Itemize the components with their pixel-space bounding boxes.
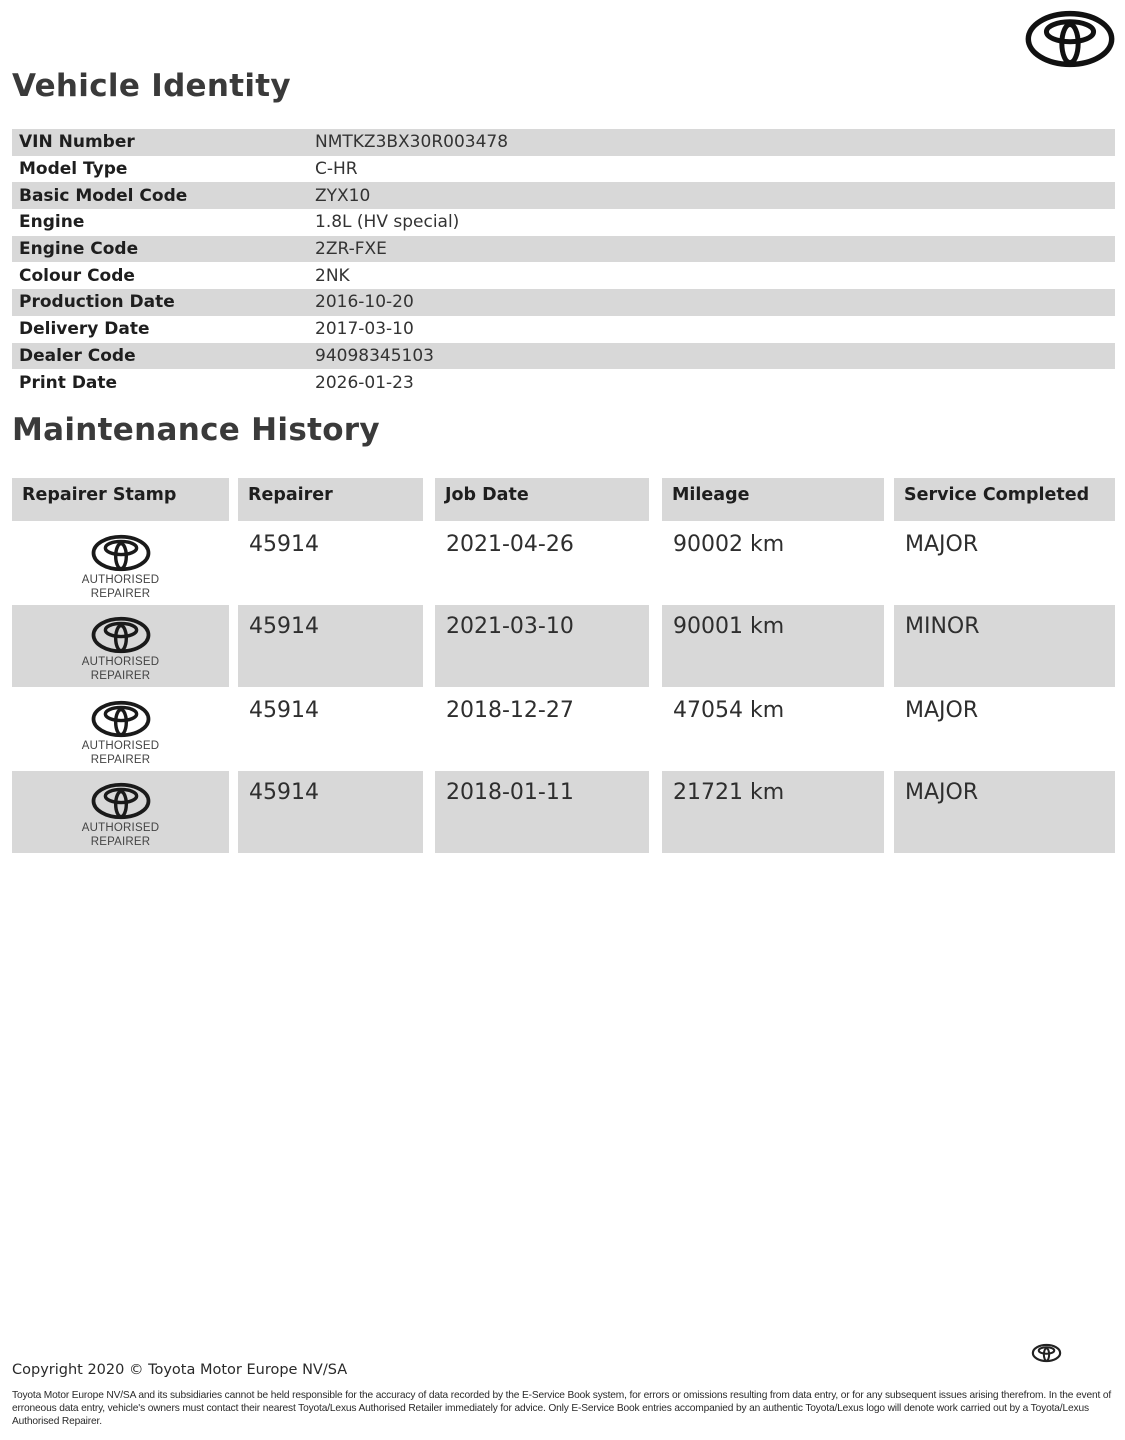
identity-value: 2026-01-23 [315, 372, 414, 393]
identity-value: C-HR [315, 159, 358, 180]
identity-row-dealer-code [12, 343, 1115, 370]
repairer-stamp [12, 689, 229, 771]
identity-label: Dealer Code [19, 345, 136, 366]
repairer-stamp [12, 605, 229, 687]
mileage-cell: 47054 km [673, 698, 785, 723]
identity-value: ZYX10 [315, 185, 371, 206]
job-date-cell: 2021-04-26 [446, 532, 574, 557]
toyota-emblem-icon [89, 781, 153, 821]
repairer-stamp [12, 771, 229, 853]
identity-label: Basic Model Code [19, 185, 188, 206]
identity-label: Print Date [19, 372, 118, 393]
vehicle-identity-title: Vehicle Identity [12, 68, 291, 104]
identity-label: Production Date [19, 292, 175, 313]
toyota-emblem-icon [89, 615, 153, 655]
column-header-repairer: Repairer [238, 478, 423, 521]
column-header-service-completed: Service Completed [894, 478, 1115, 521]
stamp-line-1: AUTHORISED [81, 740, 160, 752]
identity-row-engine [12, 209, 1115, 236]
mileage-cell: 21721 km [662, 771, 884, 853]
repairer-cell: 45914 [238, 771, 423, 853]
toyota-footer-logo-icon [1031, 1343, 1062, 1363]
stamp-line-1: AUTHORISED [81, 656, 160, 668]
job-date-cell: 2021-03-10 [435, 605, 649, 687]
identity-label: Engine Code [19, 239, 139, 260]
copyright-text: Copyright 2020 © Toyota Motor Europe NV/SA [12, 1362, 348, 1378]
column-header-job-date: Job Date [435, 478, 649, 521]
identity-value: 1.8L (HV special) [315, 212, 460, 233]
identity-label: Colour Code [19, 265, 135, 286]
identity-value: 2017-03-10 [315, 319, 414, 340]
identity-label: VIN Number [19, 132, 135, 153]
vehicle-identity-table [12, 129, 1115, 396]
stamp-line-2: REPAIRER [90, 670, 151, 682]
identity-value: 2NK [315, 265, 350, 286]
identity-row-engine-code [12, 236, 1115, 263]
service-cell: MAJOR [905, 532, 979, 557]
identity-row-colour-code [12, 262, 1115, 289]
identity-row-print-date [12, 369, 1115, 396]
identity-row-delivery-date [12, 316, 1115, 343]
identity-row-production-date [12, 289, 1115, 316]
identity-label: Delivery Date [19, 319, 150, 340]
mileage-cell: 90002 km [673, 532, 785, 557]
stamp-line-2: REPAIRER [90, 754, 151, 766]
service-cell: MINOR [894, 605, 1115, 687]
mileage-cell: 90001 km [662, 605, 884, 687]
service-cell: MAJOR [905, 698, 979, 723]
repairer-cell: 45914 [238, 605, 423, 687]
job-date-cell: 2018-01-11 [435, 771, 649, 853]
toyota-emblem-icon [89, 533, 153, 573]
identity-row-model-type [12, 156, 1115, 183]
maintenance-history-title: Maintenance History [12, 412, 380, 448]
toyota-emblem-icon [89, 699, 153, 739]
toyota-logo-icon [1024, 10, 1116, 68]
identity-label: Engine [19, 212, 85, 233]
repairer-cell: 45914 [249, 698, 319, 723]
identity-value: 2ZR-FXE [315, 239, 387, 260]
identity-value: NMTKZ3BX30R003478 [315, 132, 509, 153]
stamp-line-2: REPAIRER [90, 836, 151, 848]
stamp-line-1: AUTHORISED [81, 822, 160, 834]
identity-row-vin [12, 129, 1115, 156]
repairer-stamp [12, 523, 229, 605]
identity-row-basic-model-code [12, 182, 1115, 209]
identity-value: 94098345103 [315, 345, 434, 366]
disclaimer-text: Toyota Motor Europe NV/SA and its subsidiaries cannot be held responsible for the accuracy of data recorded by the E-Service Book system, for errors or omissions resulting from data entry, or for any subsequent issues arising therefrom. In the event of erroneous data entry, vehicle's owners must contact their nearest Toyota/Lexus Authorised Retailer immediately for advice. Only E-Service Book entries accompanied by an authentic Toyota/Lexus logo will denote work carried out by a Toyota/Lexus Authorised Repairer. [12, 1390, 1112, 1427]
stamp-line-2: REPAIRER [90, 588, 151, 600]
column-header-mileage: Mileage [662, 478, 884, 521]
service-cell: MAJOR [894, 771, 1115, 853]
job-date-cell: 2018-12-27 [446, 698, 574, 723]
stamp-line-1: AUTHORISED [81, 574, 160, 586]
identity-label: Model Type [19, 159, 128, 180]
column-header-repairer-stamp: Repairer Stamp [12, 478, 229, 521]
identity-value: 2016-10-20 [315, 292, 414, 313]
repairer-cell: 45914 [249, 532, 319, 557]
